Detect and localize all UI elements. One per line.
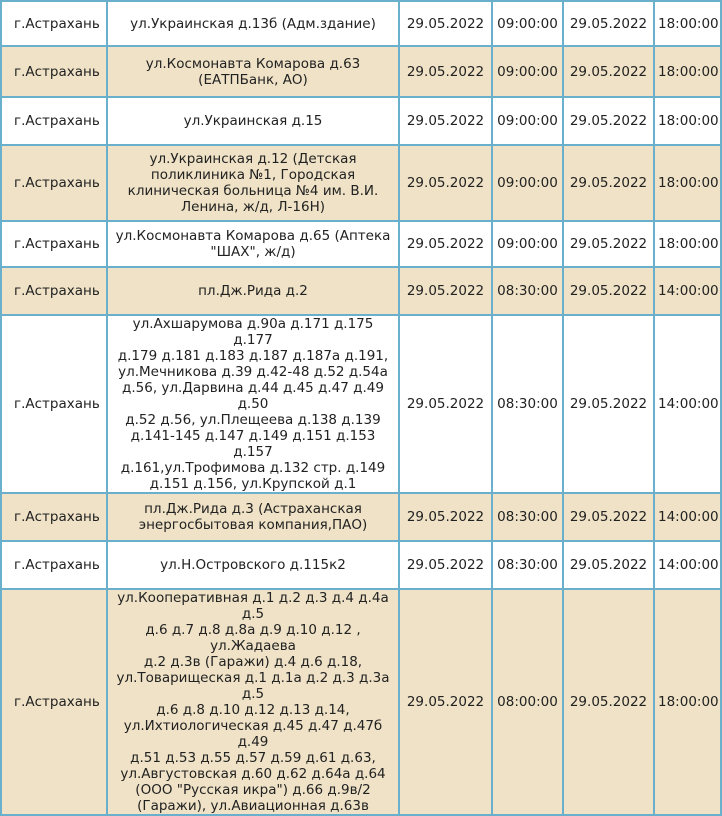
start-date-cell: 29.05.2022: [399, 589, 492, 815]
city-cell: г.Астрахань: [1, 46, 107, 97]
start-date-cell: 29.05.2022: [399, 267, 492, 315]
start-date-cell: 29.05.2022: [399, 221, 492, 267]
end-date-cell: 29.05.2022: [563, 97, 654, 145]
end-time-cell: 14:00:00: [654, 315, 721, 493]
table-row: [1, 589, 721, 815]
city-cell: г.Астрахань: [1, 541, 107, 589]
end-time-cell: 18:00:00: [654, 97, 721, 145]
end-time-cell: 18:00:00: [654, 1, 721, 46]
start-date-cell: 29.05.2022: [399, 46, 492, 97]
start-time-cell: 09:00:00: [492, 145, 563, 221]
address-cell: ул.Украинская д.13б (Адм.здание): [107, 1, 399, 46]
end-time-cell: 14:00:00: [654, 493, 721, 541]
city-cell: г.Астрахань: [1, 315, 107, 493]
end-time-cell: 18:00:00: [654, 46, 721, 97]
end-date-cell: 29.05.2022: [563, 589, 654, 815]
start-time-cell: 09:00:00: [492, 46, 563, 97]
start-time-cell: 08:30:00: [492, 267, 563, 315]
start-time-cell: 09:00:00: [492, 221, 563, 267]
address-cell: ул.Украинская д.15: [107, 97, 399, 145]
start-date-cell: 29.05.2022: [399, 315, 492, 493]
table-row: [1, 493, 721, 541]
end-date-cell: 29.05.2022: [563, 46, 654, 97]
end-date-cell: 29.05.2022: [563, 1, 654, 46]
end-time-cell: 18:00:00: [654, 145, 721, 221]
end-date-cell: 29.05.2022: [563, 221, 654, 267]
city-cell: г.Астрахань: [1, 145, 107, 221]
start-date-cell: 29.05.2022: [399, 1, 492, 46]
end-date-cell: 29.05.2022: [563, 145, 654, 221]
address-cell: ул.Ахшарумова д.90а д.171 д.175 д.177 д.179 д.181 д.183 д.187 д.187а д.191, ул.Мечникова д.39 д.42-48 д.52 д.54а д.56, ул.Дарвина д.44 д.45 д.47 д.49 д.50 д.52 д.56, ул.Плещеева д.138 д.139 д.141-145 д.147 д.149 д.151 д.153 д.157 д.161,ул.Трофимова д.132 стр. д.149 д.151 д.156, ул.Крупской д.1: [107, 315, 399, 493]
city-cell: г.Астрахань: [1, 267, 107, 315]
city-cell: г.Астрахань: [1, 589, 107, 815]
table-row: [1, 145, 721, 221]
address-cell: ул.Космонавта Комарова д.65 (Аптека "ШАХ", ж/д): [107, 221, 399, 267]
start-date-cell: 29.05.2022: [399, 145, 492, 221]
address-cell: пл.Дж.Рида д.3 (Астраханская энергосбытовая компания,ПАО): [107, 493, 399, 541]
start-time-cell: 09:00:00: [492, 1, 563, 46]
end-time-cell: 14:00:00: [654, 267, 721, 315]
address-cell: пл.Дж.Рида д.2: [107, 267, 399, 315]
end-date-cell: 29.05.2022: [563, 541, 654, 589]
city-cell: г.Астрахань: [1, 1, 107, 46]
address-cell: ул.Кооперативная д.1 д.2 д.3 д.4 д.4а д.5 д.6 д.7 д.8 д.8а д.9 д.10 д.12 , ул.Жадаева д.2 д.3в (Гаражи) д.4 д.6 д.18, ул.Товарищеская д.1 д.1а д.2 д.3 д.3а д.5 д.6 д.8 д.10 д.12 д.13 д.14, ул.Ихтиологическая д.45 д.47 д.47б д.49 д.51 д.53 д.55 д.57 д.59 д.61 д.63, ул.Августовская д.60 д.62 д.64а д.64 (ООО "Русская икра") д.66 д.9в/2 (Гаражи), ул.Авиационная д.63в: [107, 589, 399, 815]
table-row: [1, 46, 721, 97]
end-time-cell: 18:00:00: [654, 589, 721, 815]
start-time-cell: 08:30:00: [492, 541, 563, 589]
city-cell: г.Астрахань: [1, 221, 107, 267]
start-time-cell: 09:00:00: [492, 97, 563, 145]
end-date-cell: 29.05.2022: [563, 267, 654, 315]
table-row: [1, 221, 721, 267]
table-row: [1, 267, 721, 315]
start-time-cell: 08:00:00: [492, 589, 563, 815]
start-date-cell: 29.05.2022: [399, 493, 492, 541]
start-date-cell: 29.05.2022: [399, 541, 492, 589]
table-row: [1, 1, 721, 46]
address-cell: ул.Космонавта Комарова д.63 (ЕАТПБанк, АО): [107, 46, 399, 97]
address-cell: ул.Украинская д.12 (Детская поликлиника №1, Городская клиническая больница №4 им. В.И. Ленина, ж/д, Л-16Н): [107, 145, 399, 221]
end-date-cell: 29.05.2022: [563, 493, 654, 541]
table-row: [1, 541, 721, 589]
city-cell: г.Астрахань: [1, 97, 107, 145]
end-time-cell: 18:00:00: [654, 221, 721, 267]
address-cell: ул.Н.Островского д.115к2: [107, 541, 399, 589]
end-date-cell: 29.05.2022: [563, 315, 654, 493]
start-date-cell: 29.05.2022: [399, 97, 492, 145]
city-cell: г.Астрахань: [1, 493, 107, 541]
table-row: [1, 97, 721, 145]
end-time-cell: 14:00:00: [654, 541, 721, 589]
start-time-cell: 08:30:00: [492, 493, 563, 541]
table-row: [1, 315, 721, 493]
start-time-cell: 08:30:00: [492, 315, 563, 493]
